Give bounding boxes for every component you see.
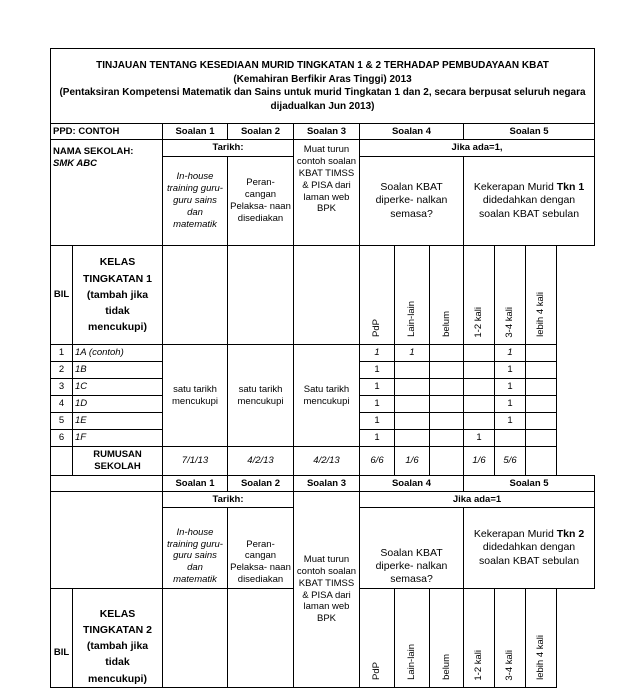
- row-kelas: 1E: [73, 413, 163, 430]
- question-5-suffix-2: didedahkan dengan soalan KBAT sebulan: [479, 541, 580, 567]
- row-k12: [464, 396, 495, 413]
- summary-k4: [526, 447, 557, 476]
- kelas-tingkatan-2-label: [73, 589, 163, 688]
- soalan-5-header-2: Soalan 5: [464, 476, 595, 492]
- subcol-belum-1: belum: [430, 246, 464, 345]
- summary-pdp: 6/6: [360, 447, 395, 476]
- question-5-tkn1: Tkn 1: [556, 181, 585, 194]
- kbat-survey-sheet: [50, 48, 594, 688]
- blank-ppd-cell-2: [51, 476, 163, 492]
- kelas-2-line-3: (tambah jika: [86, 640, 149, 653]
- question-1-text-2: In-house training guru-guru sains dan matematik: [163, 508, 228, 589]
- table-row: [51, 345, 595, 362]
- question-4-text-1: Soalan KBAT diperke- nalkan semasa?: [360, 157, 464, 246]
- title-line-3: (Pentaksiran Kompetensi Matematik dan Sains untuk murid Tingkatan 1 dan 2, secara berpusat seluruh negara dijadualkan Jun 2013): [59, 87, 586, 112]
- tarikh-row-1: [51, 140, 595, 157]
- soalan-5-header: Soalan 5: [464, 124, 595, 140]
- row-belum: [430, 396, 464, 413]
- soalan-1-header-2: Soalan 1: [163, 476, 228, 492]
- merged-satu-tarikh-3: Satu tarikh mencukupi: [294, 345, 360, 447]
- summary-row: [51, 447, 595, 476]
- subcol-lebih-4-kali-1: lebih 4 kali: [526, 246, 557, 345]
- row-pdp: 1: [360, 362, 395, 379]
- row-k12: [464, 413, 495, 430]
- row-kelas: 1C: [73, 379, 163, 396]
- blank-q1-cell-1: [163, 246, 228, 345]
- row-bil: 2: [51, 362, 73, 379]
- title-line-2: (Kemahiran Berfikir Aras Tinggi) 2013: [233, 73, 412, 85]
- question-5-text-1: [464, 157, 595, 246]
- summary-k34: 5/6: [495, 447, 526, 476]
- merged-satu-tarikh-1: satu tarikh mencukupi: [163, 345, 228, 447]
- question-3-text-1: Muat turun contoh soalan KBAT TIMSS & PISA dari laman web BPK: [294, 140, 360, 246]
- title-line-1: TINJAUAN TENTANG KESEDIAAN MURID TINGKATAN 1 & 2 TERHADAP PEMBUDAYAAN KBAT: [96, 60, 549, 71]
- row-belum: [430, 362, 464, 379]
- document-title: [51, 49, 595, 124]
- subcol-1-2-kali-2: 1-2 kali: [464, 589, 495, 688]
- row-kelas: 1D: [73, 396, 163, 413]
- soalan-header-row-1: [51, 124, 595, 140]
- row-k12: [464, 362, 495, 379]
- row-bil: 6: [51, 430, 73, 447]
- summary-soalan-3: 4/2/13: [294, 447, 360, 476]
- row-lain: 1: [395, 345, 430, 362]
- blank-q1-cell-2: [163, 589, 228, 688]
- row-k4: [526, 396, 557, 413]
- blank-school-cell-2: [51, 492, 163, 589]
- title-row: [51, 49, 595, 124]
- jika-ada-label-2: Jika ada=1: [360, 492, 595, 508]
- row-k4: [526, 379, 557, 396]
- row-bil: 4: [51, 396, 73, 413]
- blank-q3-cell-1: [294, 246, 360, 345]
- subcol-pdp-1: PdP: [360, 246, 395, 345]
- row-pdp: 1: [360, 396, 395, 413]
- tarikh-label-2: Tarikh:: [163, 492, 294, 508]
- soalan-header-row-2: [51, 476, 595, 492]
- soalan-3-header-2: Soalan 3: [294, 476, 360, 492]
- question-5-suffix: didedahkan dengan soalan KBAT sebulan: [479, 194, 580, 220]
- row-k34: 1: [495, 379, 526, 396]
- kelas-1-line-4: tidak: [105, 305, 130, 318]
- tarikh-label-1: Tarikh:: [163, 140, 294, 157]
- blank-q2-cell-1: [228, 246, 294, 345]
- summary-belum: [430, 447, 464, 476]
- question-3-text-2: Muat turun contoh soalan KBAT TIMSS & PISA dari laman web BPK: [294, 492, 360, 688]
- row-bil: 1: [51, 345, 73, 362]
- question-1-text-1: In-house training guru-guru sains dan matematik: [163, 157, 228, 246]
- summary-soalan-1: 7/1/13: [163, 447, 228, 476]
- summary-label-line-2: SEKOLAH: [94, 461, 141, 472]
- subcol-pdp-2: PdP: [360, 589, 395, 688]
- question-5-prefix: Kekerapan Murid: [473, 181, 557, 194]
- row-kelas: 1F: [73, 430, 163, 447]
- question-5-tkn2: Tkn 2: [556, 528, 585, 541]
- subcol-lebih-4-kali-2: lebih 4 kali: [526, 589, 557, 688]
- row-k4: [526, 345, 557, 362]
- row-pdp: 1: [360, 379, 395, 396]
- kelas-header-row-1: [51, 246, 595, 345]
- merged-satu-tarikh-2: satu tarikh mencukupi: [228, 345, 294, 447]
- ppd-label: PPD: CONTOH: [51, 124, 163, 140]
- summary-label-line-1: RUMUSAN: [93, 448, 142, 460]
- row-lain: [395, 430, 430, 447]
- kelas-2-line-4: tidak: [105, 656, 130, 669]
- summary-label: [73, 447, 163, 476]
- row-k12: [464, 345, 495, 362]
- jika-ada-label-1: Jika ada=1,: [360, 140, 595, 157]
- summary-k12: 1/6: [464, 447, 495, 476]
- school-label: NAMA SEKOLAH:: [53, 146, 134, 157]
- summary-bil-blank: [51, 447, 73, 476]
- question-5-text-2: [464, 508, 595, 589]
- row-belum: [430, 345, 464, 362]
- row-k12: 1: [464, 430, 495, 447]
- subcol-belum-2: belum: [430, 589, 464, 688]
- row-k34: 1: [495, 413, 526, 430]
- soalan-3-header: Soalan 3: [294, 124, 360, 140]
- row-belum: [430, 413, 464, 430]
- soalan-4-header: Soalan 4: [360, 124, 464, 140]
- kelas-tingkatan-1-label: [73, 246, 163, 345]
- row-belum: [430, 430, 464, 447]
- subcol-3-4-kali-1: 3-4 kali: [495, 246, 526, 345]
- question-5-prefix-2: Kekerapan Murid: [473, 528, 557, 541]
- soalan-4-header-2: Soalan 4: [360, 476, 464, 492]
- summary-lain: 1/6: [395, 447, 430, 476]
- row-k4: [526, 413, 557, 430]
- row-k4: [526, 362, 557, 379]
- tarikh-row-2: [51, 492, 595, 508]
- question-4-text-2: Soalan KBAT diperke- nalkan semasa?: [360, 508, 464, 589]
- soalan-2-header-2: Soalan 2: [228, 476, 294, 492]
- subcol-lain-lain-1: Lain-lain: [395, 246, 430, 345]
- kelas-2-line-2: TINGKATAN 2: [82, 623, 153, 636]
- school-name: SMK ABC: [53, 157, 97, 169]
- kelas-1-line-1: KELAS: [99, 256, 136, 269]
- row-bil: 5: [51, 413, 73, 430]
- row-k12: [464, 379, 495, 396]
- row-pdp: 1: [360, 345, 395, 362]
- row-pdp: 1: [360, 413, 395, 430]
- row-k34: [495, 430, 526, 447]
- row-lain: [395, 379, 430, 396]
- question-2-text-2: Peran- cangan Pelaksa- naan disediakan: [228, 508, 294, 589]
- subcol-lain-lain-2: Lain-lain: [395, 589, 430, 688]
- row-lain: [395, 413, 430, 430]
- kelas-1-line-5: mencukupi): [88, 321, 147, 334]
- soalan-2-header: Soalan 2: [228, 124, 294, 140]
- summary-soalan-2: 4/2/13: [228, 447, 294, 476]
- row-belum: [430, 379, 464, 396]
- row-k34: 1: [495, 345, 526, 362]
- subcol-3-4-kali-2: 3-4 kali: [495, 589, 526, 688]
- row-bil: 3: [51, 379, 73, 396]
- school-cell: [51, 140, 163, 246]
- soalan-1-header: Soalan 1: [163, 124, 228, 140]
- row-k34: 1: [495, 362, 526, 379]
- row-kelas: 1B: [73, 362, 163, 379]
- row-lain: [395, 362, 430, 379]
- bil-label-2: BIL: [51, 589, 73, 688]
- bil-label-1: BIL: [51, 246, 73, 345]
- row-k34: 1: [495, 396, 526, 413]
- row-kelas: 1A (contoh): [73, 345, 163, 362]
- row-lain: [395, 396, 430, 413]
- kelas-2-line-5: mencukupi): [88, 672, 147, 685]
- survey-table: [50, 48, 595, 688]
- question-2-text-1: Peran- cangan Pelaksa- naan disediakan: [228, 157, 294, 246]
- subcol-1-2-kali-1: 1-2 kali: [464, 246, 495, 345]
- row-k4: [526, 430, 557, 447]
- kelas-2-line-1: KELAS: [99, 607, 136, 620]
- kelas-1-line-3: (tambah jika: [86, 288, 149, 301]
- row-pdp: 1: [360, 430, 395, 447]
- kelas-1-line-2: TINGKATAN 1: [82, 272, 153, 285]
- blank-q2-cell-2: [228, 589, 294, 688]
